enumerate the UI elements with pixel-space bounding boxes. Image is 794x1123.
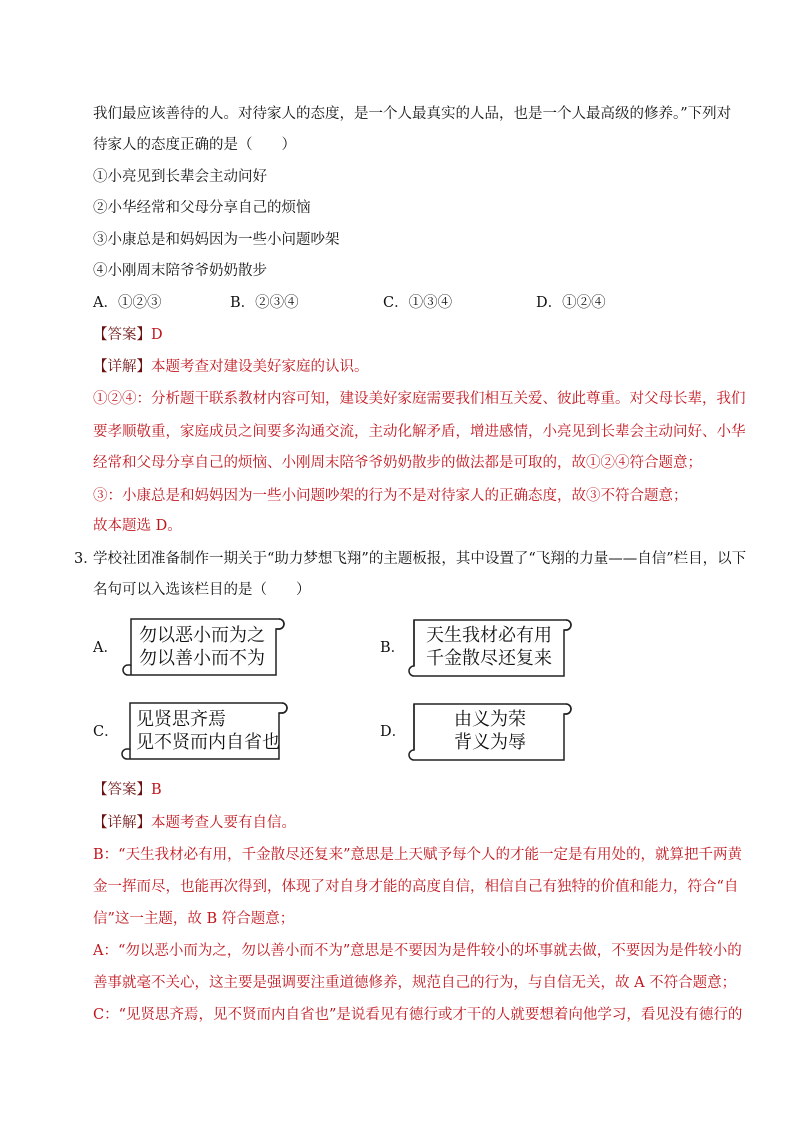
q3-scroll-b-line2: 千金散尽还复来 [426, 648, 552, 669]
q3-option-d-label: D． [380, 724, 407, 740]
q3-scroll-a [121, 613, 286, 683]
q2-item-3: ③小康总是和妈妈因为一些小问题吵架 [93, 232, 340, 248]
q3-scroll-c-line2: 见不贤而内自省也 [136, 732, 280, 753]
q3-answer [93, 780, 162, 800]
q2-stem-line2: 待家人的态度正确的是（ ） [93, 137, 296, 153]
q3-detail [93, 813, 296, 833]
q2-option-b: B．②③④ [230, 295, 299, 311]
q2-detail-intro: 本题考查对建设美好家庭的认识。 [151, 359, 369, 375]
q3-explanation-b-line2: 金一挥而尽，也能再次得到，体现了对自身才能的高度自信，相信自己有独特的价值和能力，符合“自 [93, 879, 739, 895]
q3-detail-tag: 【详解】 [93, 815, 151, 831]
q3-detail-intro: 本题考查人要有自信。 [151, 815, 296, 831]
q3-scroll-b [406, 612, 574, 684]
q3-scroll-c-line1: 见贤思齐焉 [136, 709, 226, 730]
q2-answer [93, 325, 163, 345]
q2-detail-tag: 【详解】 [93, 359, 151, 375]
q3-scroll-d-line1: 由义为荣 [454, 709, 526, 730]
q3-explanation-a-line2: 善事就毫不关心，这主要是强调要注重道德修养，规范自己的行为，与自信无关，故 A 不符合题意； [93, 975, 737, 991]
q3-number: 3． [74, 551, 98, 567]
q3-option-c-label: C． [93, 724, 119, 740]
q2-stem-line1: 我们最应该善待的人。对待家人的态度，是一个人最真实的人品，也是一个人最高级的修养。”下列对 [93, 106, 732, 122]
q3-scroll-d-line2: 背义为辱 [454, 732, 526, 753]
q3-explanation-b-line1: B：“天生我材必有用，千金散尽还复来”意思是上天赋予每个人的才能一定是有用处的，就算把千两黄 [93, 847, 742, 863]
q2-explanation-1-line3: 经常和父母分享自己的烦恼、小刚周末陪爷爷奶奶散步的做法都是可取的，故①②④符合题意； [93, 455, 702, 471]
q3-stem-line1: 学校社团准备制作一期关于“助力梦想飞翔”的主题板报，其中设置了“飞翔的力量——自信”栏目，以下 [93, 551, 747, 567]
q2-item-4: ④小刚周末陪爷爷奶奶散步 [93, 263, 267, 279]
q3-scroll-d [406, 696, 574, 768]
q2-item-2: ②小华经常和父母分享自己的烦恼 [93, 200, 311, 216]
q3-option-b-label: B． [380, 640, 406, 656]
q2-item-1: ①小亮见到长辈会主动问好 [93, 169, 267, 185]
q3-stem-line2: 名句可以入选该栏目的是（ ） [93, 582, 311, 598]
q3-explanation-a-line1: A：“勿以恶小而为之，勿以善小而不为”意思是不要因为是件较小的坏事就去做，不要因为是件较小的 [93, 943, 742, 959]
q2-explanation-1-line1: ①②④：分析题干联系教材内容可知，建设美好家庭需要我们相互关爱、彼此尊重。对父母长辈，我们 [93, 391, 746, 407]
q3-answer-value: B [151, 782, 162, 798]
q3-explanation-c-line1: C：“见贤思齐焉，见不贤而内自省也”是说看见有德行或才干的人就要想着向他学习，看见没有德行的 [93, 1007, 743, 1023]
q2-option-d: D．①②④ [536, 295, 606, 311]
q2-option-c: C．①③④ [383, 295, 453, 311]
q2-detail [93, 357, 369, 377]
q2-answer-tag: 【答案】 [93, 327, 151, 343]
q2-option-a: A．①②③ [93, 295, 162, 311]
q3-option-a-label: A． [93, 640, 118, 656]
q2-explanation-2: ③：小康总是和妈妈因为一些小问题吵架的行为不是对待家人的正确态度，故③不符合题意； [93, 488, 688, 504]
q3-explanation-b-line3: 信”这一主题，故 B 符合题意； [93, 911, 295, 927]
q3-scroll-a-line1: 勿以恶小而为之 [139, 625, 265, 646]
q3-scroll-a-line2: 勿以善小而不为 [139, 648, 265, 669]
q3-scroll-c [120, 697, 290, 767]
q3-scroll-b-line1: 天生我材必有用 [426, 625, 552, 646]
q2-answer-value: D [151, 327, 163, 343]
q2-explanation-1-line2: 要孝顺敬重，家庭成员之间要多沟通交流，主动化解矛盾，增进感情，小亮见到长辈会主动问好、小华 [93, 424, 746, 440]
q3-answer-tag: 【答案】 [93, 782, 151, 798]
q2-conclusion: 故本题选 D。 [93, 518, 182, 534]
